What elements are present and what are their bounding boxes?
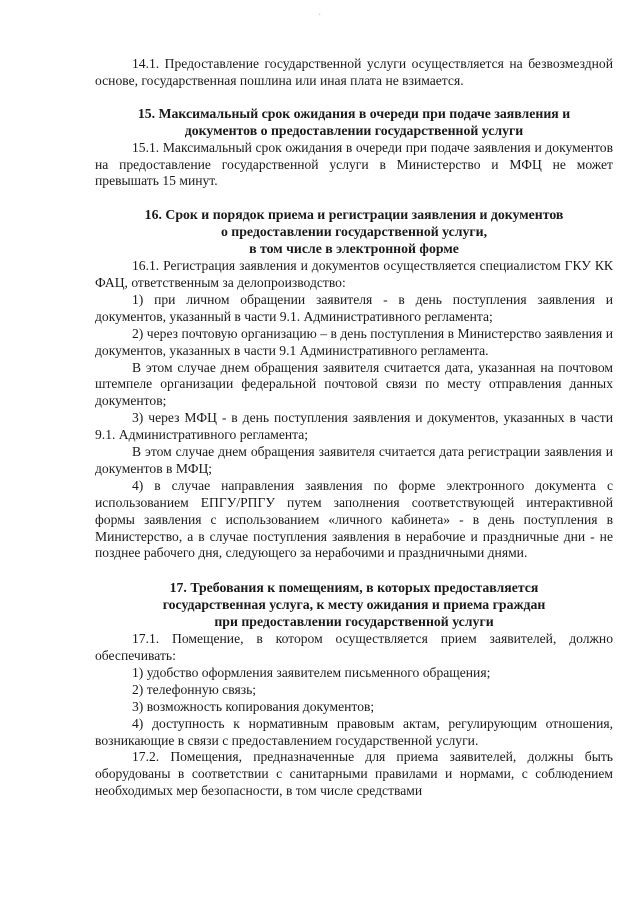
- heading-line: документов о предоставлении государственной услуги: [184, 122, 524, 138]
- paragraph-17-1-item-2: 2) телефонную связь;: [132, 681, 257, 697]
- heading-line: при предоставлении государственной услуги: [214, 614, 494, 630]
- heading-line: в том числе в электронной форме: [249, 241, 459, 257]
- document-body: [95, 56, 613, 800]
- section-17-heading: [95, 580, 613, 631]
- paragraph-14-1: 14.1. Предоставление государственной услуги осуществляется на безвозмездной основе, государственная пошлина или иная плата не взимается.: [95, 56, 613, 88]
- section-16-heading: [95, 207, 613, 258]
- paragraph-16-1-item-3: 3) через МФЦ - в день поступления заявления и документов, указанных в части 9.1. Административного регламента;: [95, 410, 613, 443]
- section-15-heading: [95, 106, 613, 140]
- paragraph-17-2: 17.2. Помещения, предназначенные для приема заявителей, должны быть оборудованы в соответствии с санитарными правилами и нормами, с соблюдением необходимых мер безопасности, в том числе средствами: [95, 749, 613, 799]
- page-mark: ·: [318, 10, 322, 21]
- paragraph-17-1-item-1: 1) удобство оформления заявителем письменного обращения;: [132, 664, 491, 680]
- heading-line: 16. Срок и порядок приема и регистрации заявления и документов: [144, 207, 564, 223]
- spacer: [95, 562, 613, 580]
- spacer: [95, 90, 613, 106]
- heading-line: государственная услуга, к месту ожидания и приема граждан: [162, 597, 546, 613]
- paragraph-17-1-item-4: 4) доступность к нормативным правовым актам, регулирующим отношения, возникающие в связи с предоставлением государственной услуги.: [95, 715, 613, 748]
- heading-line: 17. Требования к помещениям, в которых предоставляется: [169, 580, 539, 596]
- paragraph-16-1-item-4: 4) в случае направления заявления по форме электронного документа с использованием ЕПГУ/РПГУ путем заполнения соответствующей интерактивной формы заявления с использованием «личного кабинета» - в день поступления в Министерство, а в случае поступления заявления в нерабочие и праздничные дни - не позднее рабочего дня, следующего за нерабочими и праздничными днями.: [95, 477, 613, 561]
- paragraph-16-1-item-1: 1) при личном обращении заявителя - в день поступления заявления и документов, указанный в части 9.1. Административного регламента;: [95, 291, 613, 324]
- paragraph-16-1-item-2: 2) через почтовую организацию – в день поступления в Министерство заявления и документов, указанных в части 9.1 Административного регламента.: [95, 325, 613, 358]
- heading-line: о предоставлении государственной услуги,: [220, 224, 488, 240]
- paragraph-15-1: 15.1. Максимальный срок ожидания в очереди при подаче заявления и документов на предоставление государственной услуги в Министерство и МФЦ не может превышать 15 минут.: [95, 139, 613, 189]
- paragraph-17-1: 17.1. Помещение, в котором осуществляется прием заявителей, должно обеспечивать:: [95, 631, 613, 663]
- paragraph-16-1-note-2: В этом случае днем обращения заявителя считается дата регистрации заявления и документов в МФЦ;: [95, 444, 613, 476]
- paragraph-16-1-note-1: В этом случае днем обращения заявителя считается дата, указанная на почтовом штемпеле организации федеральной почтовой связи по месту отправления данных документов;: [95, 359, 613, 409]
- heading-line: 15. Максимальный срок ожидания в очереди при подаче заявления и: [137, 105, 571, 121]
- paragraph-16-1: 16.1. Регистрация заявления и документов осуществляется специалистом ГКУ КК ФАЦ, ответственным за делопроизводство:: [95, 258, 613, 290]
- paragraph-17-1-item-3: 3) возможность копирования документов;: [132, 698, 375, 714]
- spacer: [95, 190, 613, 207]
